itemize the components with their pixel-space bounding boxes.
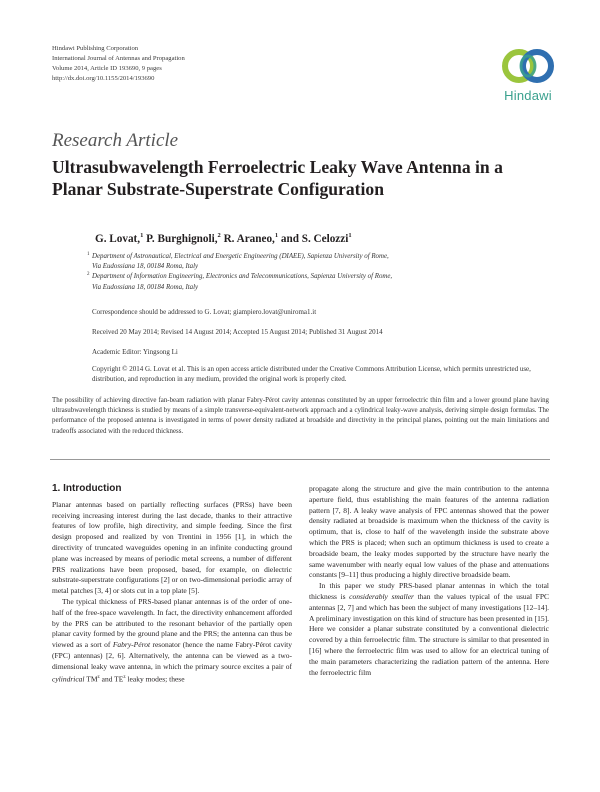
paragraph: Planar antennas based on partially reflecting surfaces (PRSs) have been receiving increasing interest during the last decade, thanks to their attractive features of low profile, high directivity, and simple feeding. Since the first design proposed and realized by von Trentini in 1956 [1], in which the directivity of truncated waveguides opening in an infinite conducting ground plane was increased by means of periodic metal screens, a number of different PRS realizations have been proposed, based, for example, on dielectric substrate-superstrate configurations [2] or on two-dimensional periodic array of metal patches [3, 4] or slots cut in a top plate [5]. [52, 499, 292, 596]
affiliation-address: Via Eudossiana 18, 00184 Roma, Italy [92, 283, 199, 291]
paragraph: propagate along the structure and give the main contribution to the antenna aperture field, thus establishing the main features of the antenna radiation pattern [7, 8]. A leaky wave analysis of FPC antennas showed that the power density radiated at broadside is maximum when the thickness of the cavity is optimum, that is, close to half of the wavelength inside the substrate above which the PRS is placed; when such an optimum thickness is used to create a broadside beam, the leaky modes supported by the structure have nearly the same wavenumber with nearly equal low values of the phase and attenuations constants [9–11] thus producing a highly directive broadside beam. [309, 484, 549, 580]
copyright-notice: Copyright © 2014 G. Lovat et al. This is an open access article distributed under the Creative Commons Attribution License, which permits unrestricted use, distribution, and reproduction in any medium, provided the original work is properly cited. [92, 365, 531, 383]
affiliation-mark: 2 [87, 272, 90, 278]
author-affil-mark: 1 [140, 232, 144, 239]
affiliation-line: Department of Information Engineering, Electronics and Telecommunications, Sapienza University of Rome, [92, 273, 393, 281]
author-list [95, 232, 352, 245]
affiliation-line: Department of Astronautical, Electrical and Energetic Engineering (DIAEE), Sapienza University of Rome, [92, 253, 389, 260]
hindawi-logo-text: Hindawi [504, 88, 552, 103]
publisher-name: Hindawi Publishing Corporation [52, 45, 139, 52]
author-name: and S. Celozzi [280, 233, 349, 245]
correspondence: Correspondence should be addressed to G. Lovat; giampiero.lovat@uniroma1.it [92, 308, 317, 316]
author-affil-mark: 1 [274, 232, 279, 239]
article-type-label: Research Article [52, 130, 179, 151]
section-divider [50, 459, 550, 460]
journal-name: International Journal of Antennas and Propagation [52, 55, 185, 62]
academic-editor: Academic Editor: Yingsong Li [92, 348, 178, 356]
author-affil-mark: 1 [348, 232, 352, 239]
affiliation-address: Via Eudossiana 18, 00184 Roma, Italy [92, 263, 199, 271]
doi-link[interactable]: http://dx.doi.org/10.1155/2014/193690 [52, 75, 155, 82]
body-column-right [309, 484, 549, 678]
affiliation [87, 272, 552, 292]
affiliation-mark: 1 [87, 252, 90, 257]
section-heading: 1. Introduction [52, 483, 122, 494]
body-column-left [52, 484, 292, 685]
journal-header [52, 44, 185, 84]
affiliation [87, 252, 552, 272]
author-affil-mark: 2 [217, 232, 221, 239]
paragraph: The typical thickness of PRS-based planar antennas is of the order of one-half of the free-space wavelength. In fact, the directivity enhancement afforded by the PRS can be attributed to the resonant behavior of the partially open planar cavity formed by the ground plane and the PRS; the antenna can thus be viewed as a sort of Fabry-Pérot resonator (hence the name Fabry-Pérot cavity (FPC) antennas) [2, 6]. Alternatively, the antenna can be viewed as a two-dimensional leaky wave antenna, in which the primary source excites a pair of cylindrical $TM^z$ and $TE^z$ leaky modes; these [52, 596, 292, 684]
abstract: The possibility of achieving directive fan-beam radiation with planar Fabry-Pérot cavity antennas constituted by an upper ferroelectric thin film and a lower ground plane having ultrasubwavelength thickness is studied by means of a simple transverse-equivalent-network approach and a cylindrical leaky-wave analysis, deriving simple design formulas. The performance of the proposed antenna is investigated in terms of power density radiated at broadside and directivity in the principal planes, pointing out the main limitations and tradeoffs associated with the reduced thickness. [52, 397, 549, 435]
paragraph: In this paper we study PRS-based planar antennas in which the total thickness is considerably smaller than the values typical of the usual FPC antennas [2, 7] and which has been the subject of many investigations [12–14]. A preliminary investigation on this kind of structure has been presented in [15]. Here we consider a planar substrate constituted by a conventional dielectric covered by a thin ferroelectric film. The structure is similar to that presented in [16] where the ferroelectric film was used to allow for an electrical tuning of the main parameters characterizing the radiation pattern of the antenna. Here the ferroelectric film [309, 581, 549, 677]
publication-dates: Received 20 May 2014; Revised 14 August 2014; Accepted 15 August 2014; Published 31 August 2014 [92, 328, 383, 336]
author-name: R. Araneo, [223, 233, 275, 245]
volume-info: Volume 2014, Article ID 193690, 9 pages [52, 65, 162, 72]
article-title: Ultrasubwavelength Ferroelectric Leaky Wave Antenna in a Planar Substrate-Superstrate Configuration [52, 157, 503, 199]
author-name: P. Burghignoli, [146, 233, 218, 245]
affiliations [87, 252, 552, 293]
author-name: G. Lovat, [95, 233, 141, 245]
